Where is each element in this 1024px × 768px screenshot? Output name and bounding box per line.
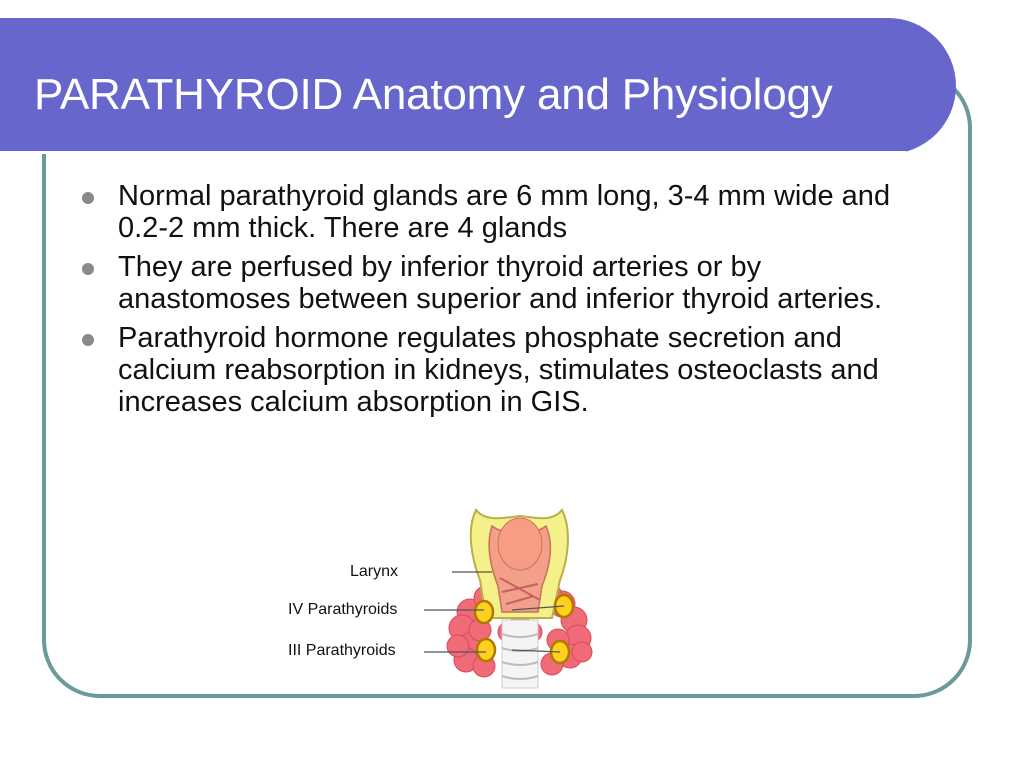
label-iii-parathyroids: III Parathyroids xyxy=(288,642,396,659)
bullet-text: They are perfused by inferior thyroid arteries or by anastomoses between superior and inferior thyroid arteries. xyxy=(118,251,883,315)
trachea-shape xyxy=(502,620,538,688)
slide-title: PARATHYROID Anatomy and Physiology xyxy=(34,70,833,119)
bullet-item xyxy=(80,322,940,418)
label-iv-parathyroids: IV Parathyroids xyxy=(288,601,398,618)
bullet-item xyxy=(80,251,940,315)
title-bar xyxy=(0,18,956,154)
bullet-dot-icon xyxy=(82,192,94,204)
bullet-dot-icon xyxy=(82,263,94,275)
bullet-list xyxy=(80,180,940,425)
title-underline xyxy=(0,151,906,154)
parathyroid-illustration xyxy=(280,500,610,690)
bullet-dot-icon xyxy=(82,334,94,346)
thyroid-anatomy-drawing xyxy=(280,500,610,690)
bullet-text: Parathyroid hormone regulates phosphate secretion and calcium reabsorption in kidneys, stimulates osteoclasts and increases calcium absorption in GIS. xyxy=(118,322,879,418)
bullet-text: Normal parathyroid glands are 6 mm long, 3-4 mm wide and 0.2-2 mm thick. There are 4 glands xyxy=(118,180,891,244)
label-larynx: Larynx xyxy=(350,563,399,580)
bullet-item xyxy=(80,180,940,244)
